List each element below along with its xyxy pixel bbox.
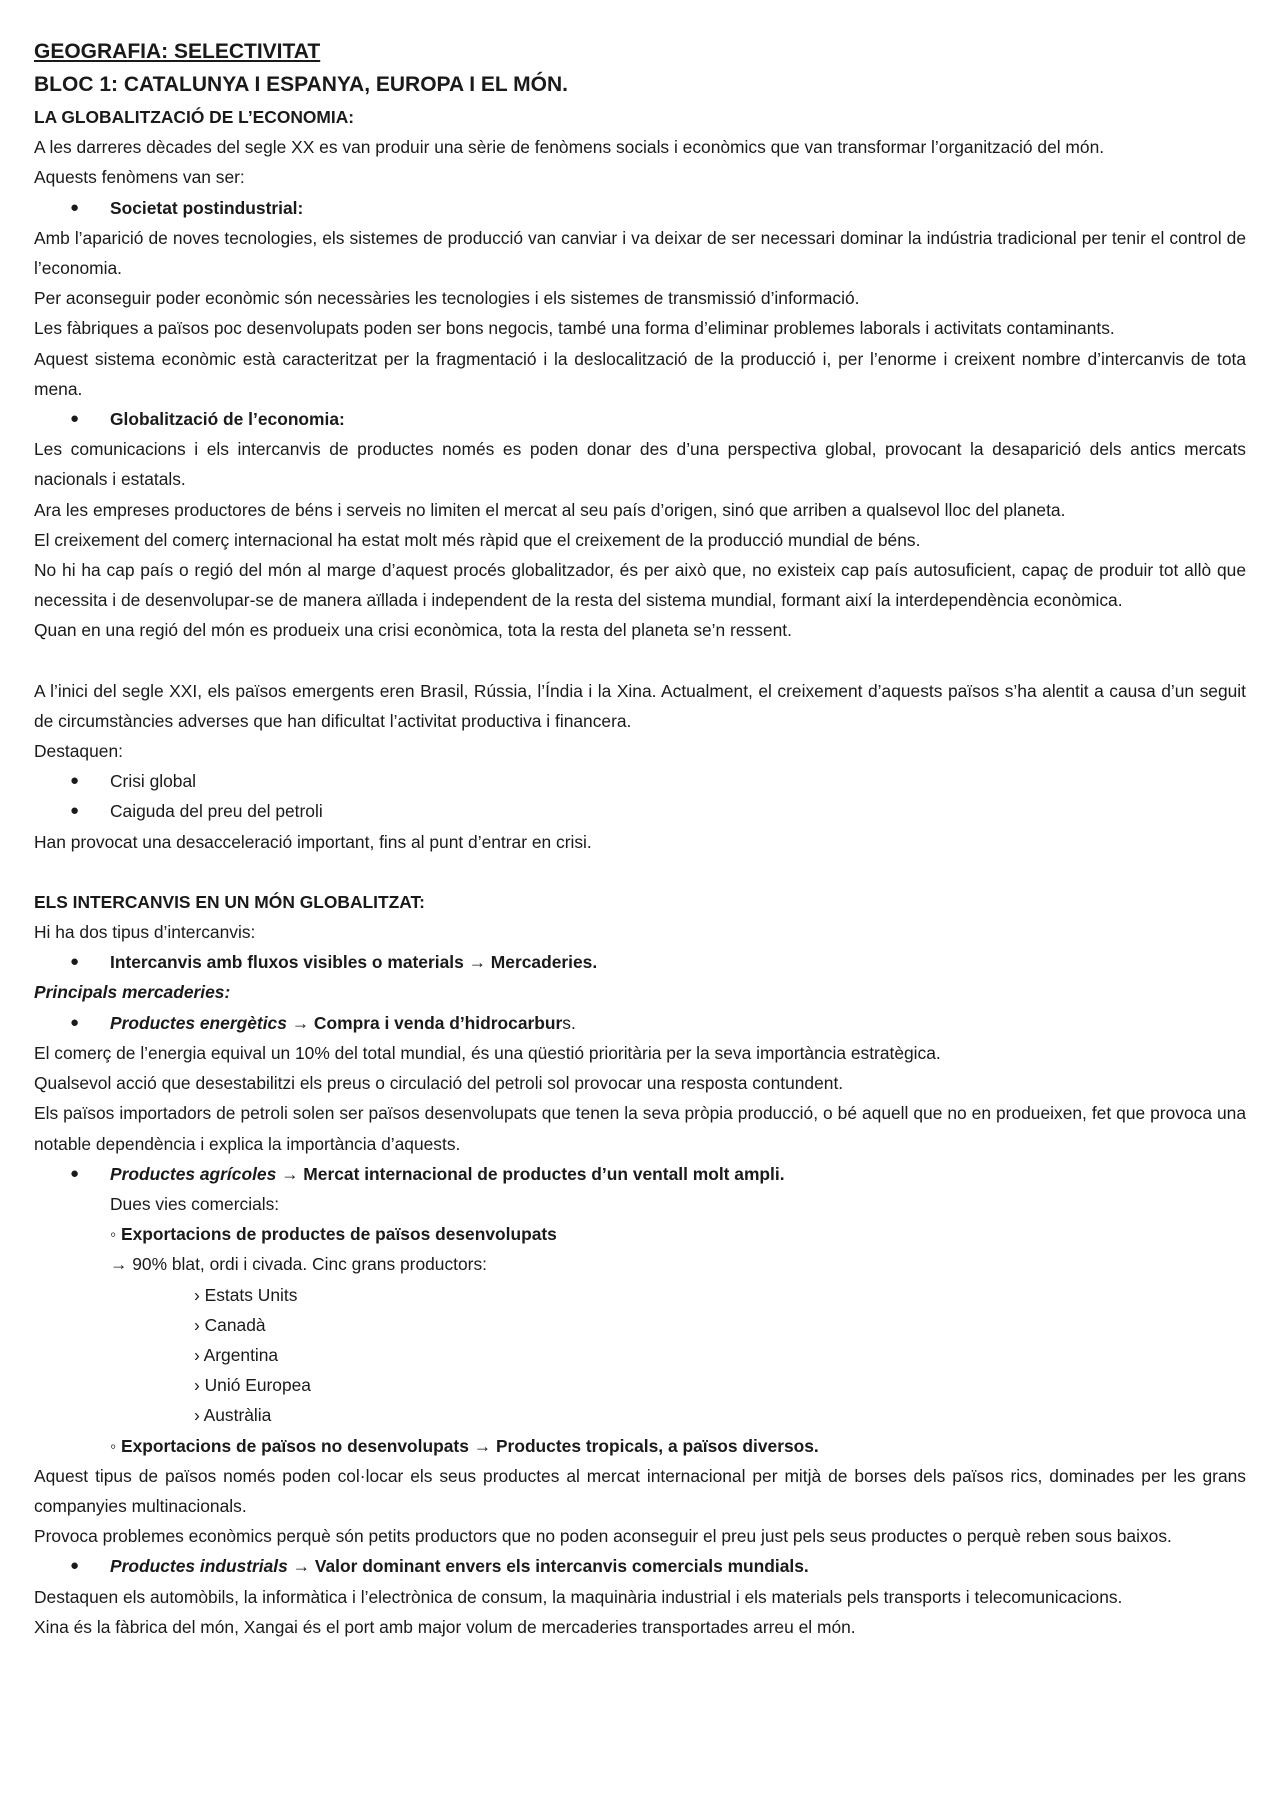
paragraph: Destaquen: — [34, 741, 123, 762]
bullet-icon: ● — [70, 1557, 80, 1575]
bullet-label-italic: Productes energètics — [110, 1012, 287, 1033]
paragraph: El comerç de l’energia equival un 10% del total mundial, és una qüestió prioritària per la seva importància estratègica. — [34, 1042, 941, 1063]
bullet-icon: ● — [70, 410, 80, 428]
producer-item: › Canadà — [194, 1314, 266, 1335]
paragraph: Aquest tipus de països només poden col·locar els seus productes al mercat internacional per mitjà de borses dels països rics, dominades per les grans companyies multinacionals. — [34, 1465, 1246, 1516]
bullet-label: Globalització de l’economia: — [110, 409, 345, 430]
section-heading-globalitzacio: LA GLOBALITZACIÓ DE L’ECONOMIA: — [34, 107, 355, 127]
bullet-label-rest: → Mercat internacional de productes d’un ventall molt ampli. — [276, 1163, 785, 1184]
bullet-item — [34, 1551, 1246, 1581]
paragraph: Destaquen els automòbils, la informàtica i l’electrònica de consum, la maquinària industrial i els materials pels transports i telecomunicacions. — [34, 1586, 1123, 1607]
paragraph: El creixement del comerç internacional ha estat molt més ràpid que el creixement de la producció mundial de béns. — [34, 529, 921, 550]
producer-item: › Austràlia — [194, 1405, 272, 1426]
paragraph: No hi ha cap país o regió del món al marge d’aquest procés globalitzador, és per això que, no existeix cap país autosuficient, capaç de produir tot allò que necessita i de desenvolupar-se de manera aïllada i independent de la resta del sistema mundial, formant així la interdependència econòmica. — [34, 560, 1246, 611]
bullet-label-tail: s. — [562, 1012, 576, 1033]
paragraph: Per aconseguir poder econòmic són necessàries les tecnologies i els sistemes de transmissió d’informació. — [34, 288, 860, 309]
paragraph: Xina és la fàbrica del món, Xangai és el port amb major volum de mercaderies transportades arreu el món. — [34, 1616, 856, 1637]
document-title: GEOGRAFIA: SELECTIVITAT — [34, 40, 321, 63]
paragraph: Les fàbriques a països poc desenvolupats poden ser bons negocis, també una forma d’eliminar problemes laborals i activitats contaminants. — [34, 318, 1115, 339]
bullet-label: Caiguda del preu del petroli — [110, 801, 323, 822]
spacer — [34, 646, 1246, 676]
bullet-item — [34, 947, 1246, 977]
bullet-icon: ● — [70, 198, 80, 216]
bullet-label: Crisi global — [110, 771, 197, 792]
bullet-item — [34, 404, 1246, 434]
bullet-item — [34, 1159, 1246, 1189]
paragraph: Els països importadors de petroli solen ser països desenvolupats que tenen la seva pròpia producció, o bé aquell que no en produeixen, fet que provoca una notable dependència i explica la importància d’aquests. — [34, 1103, 1246, 1154]
paragraph: Hi ha dos tipus d’intercanvis: — [34, 922, 256, 943]
bullet-label-rest: → Valor dominant envers els intercanvis comercials mundials. — [287, 1556, 809, 1577]
bloc-title: BLOC 1: CATALUNYA I ESPANYA, EUROPA I EL MÓN. — [34, 73, 569, 96]
subheading: Principals mercaderies: — [34, 982, 231, 1003]
paragraph: Ara les empreses productores de béns i serveis no limiten el mercat al seu país d’origen, sinó que arriben a qualsevol lloc del planeta. — [34, 499, 1066, 520]
indented-line: → 90% blat, ordi i civada. Cinc grans productors: — [110, 1254, 487, 1275]
paragraph: Han provocat una desacceleració important, fins al punt d’entrar en crisi. — [34, 831, 592, 852]
bullet-icon: ● — [70, 772, 80, 790]
paragraph: A les darreres dècades del segle XX es van produir una sèrie de fenòmens socials i econòmics que van transformar l’organització del món. — [34, 137, 1105, 158]
bullet-label-italic: Productes agrícoles — [110, 1163, 277, 1184]
bullet-icon: ● — [70, 802, 80, 820]
bullet-item — [34, 193, 1246, 223]
paragraph: Aquests fenòmens van ser: — [34, 167, 245, 188]
bullet-icon: ● — [70, 1013, 80, 1031]
bullet-item — [34, 1008, 1246, 1038]
indented-line: ◦ Exportacions de productes de països desenvolupats — [110, 1224, 557, 1245]
bullet-icon: ● — [70, 953, 80, 971]
indented-line: Dues vies comercials: — [110, 1193, 280, 1214]
producer-item: › Argentina — [194, 1344, 279, 1365]
bullet-icon: ● — [70, 1164, 80, 1182]
paragraph: Provoca problemes econòmics perquè són petits productors que no poden aconseguir el preu just pels seus productes o perquè reben sous baixos. — [34, 1526, 1172, 1547]
bullet-label: Societat postindustrial: — [110, 197, 304, 218]
paragraph: Qualsevol acció que desestabilitzi els preus o circulació del petroli sol provocar una resposta contundent. — [34, 1073, 844, 1094]
section-heading-intercanvis: ELS INTERCANVIS EN UN MÓN GLOBALITZAT: — [34, 891, 425, 912]
producer-item: › Estats Units — [194, 1284, 298, 1305]
spacer — [34, 857, 1246, 887]
producer-item: › Unió Europea — [194, 1375, 311, 1396]
paragraph: Quan en una regió del món es produeix una crisi econòmica, tota la resta del planeta se’n ressent. — [34, 620, 792, 641]
paragraph: A l’inici del segle XXI, els països emergents eren Brasil, Rússia, l’Índia i la Xina. Actualment, el creixement d’aquests països s’ha alentit a causa d’un seguit de circumstàncies adverses que han dificultat l’activitat productiva i financera. — [34, 680, 1246, 731]
bullet-label-italic: Productes industrials — [110, 1556, 288, 1577]
paragraph: Amb l’aparició de noves tecnologies, els sistemes de producció van canviar i va deixar de ser necessari dominar la indústria tradicional per tenir el control de l’economia. — [34, 227, 1246, 279]
bullet-item — [34, 766, 1246, 796]
paragraph: Les comunicacions i els intercanvis de productes només es poden donar des d’una perspectiva global, provocant la desaparició dels antics mercats nacionals i estatals. — [34, 439, 1246, 490]
bullet-label-rest: → Compra i venda d’hidrocarbur — [286, 1012, 563, 1033]
paragraph: Aquest sistema econòmic està caracteritzat per la fragmentació i la deslocalització de la producció i, per l’enorme i creixent nombre d’intercanvis de tota mena. — [34, 348, 1246, 399]
bullet-item — [34, 796, 1246, 826]
bullet-label: Intercanvis amb fluxos visibles o materials → Mercaderies. — [110, 952, 598, 973]
indented-line: ◦ Exportacions de països no desenvolupats → Productes tropicals, a països diversos. — [110, 1435, 819, 1456]
